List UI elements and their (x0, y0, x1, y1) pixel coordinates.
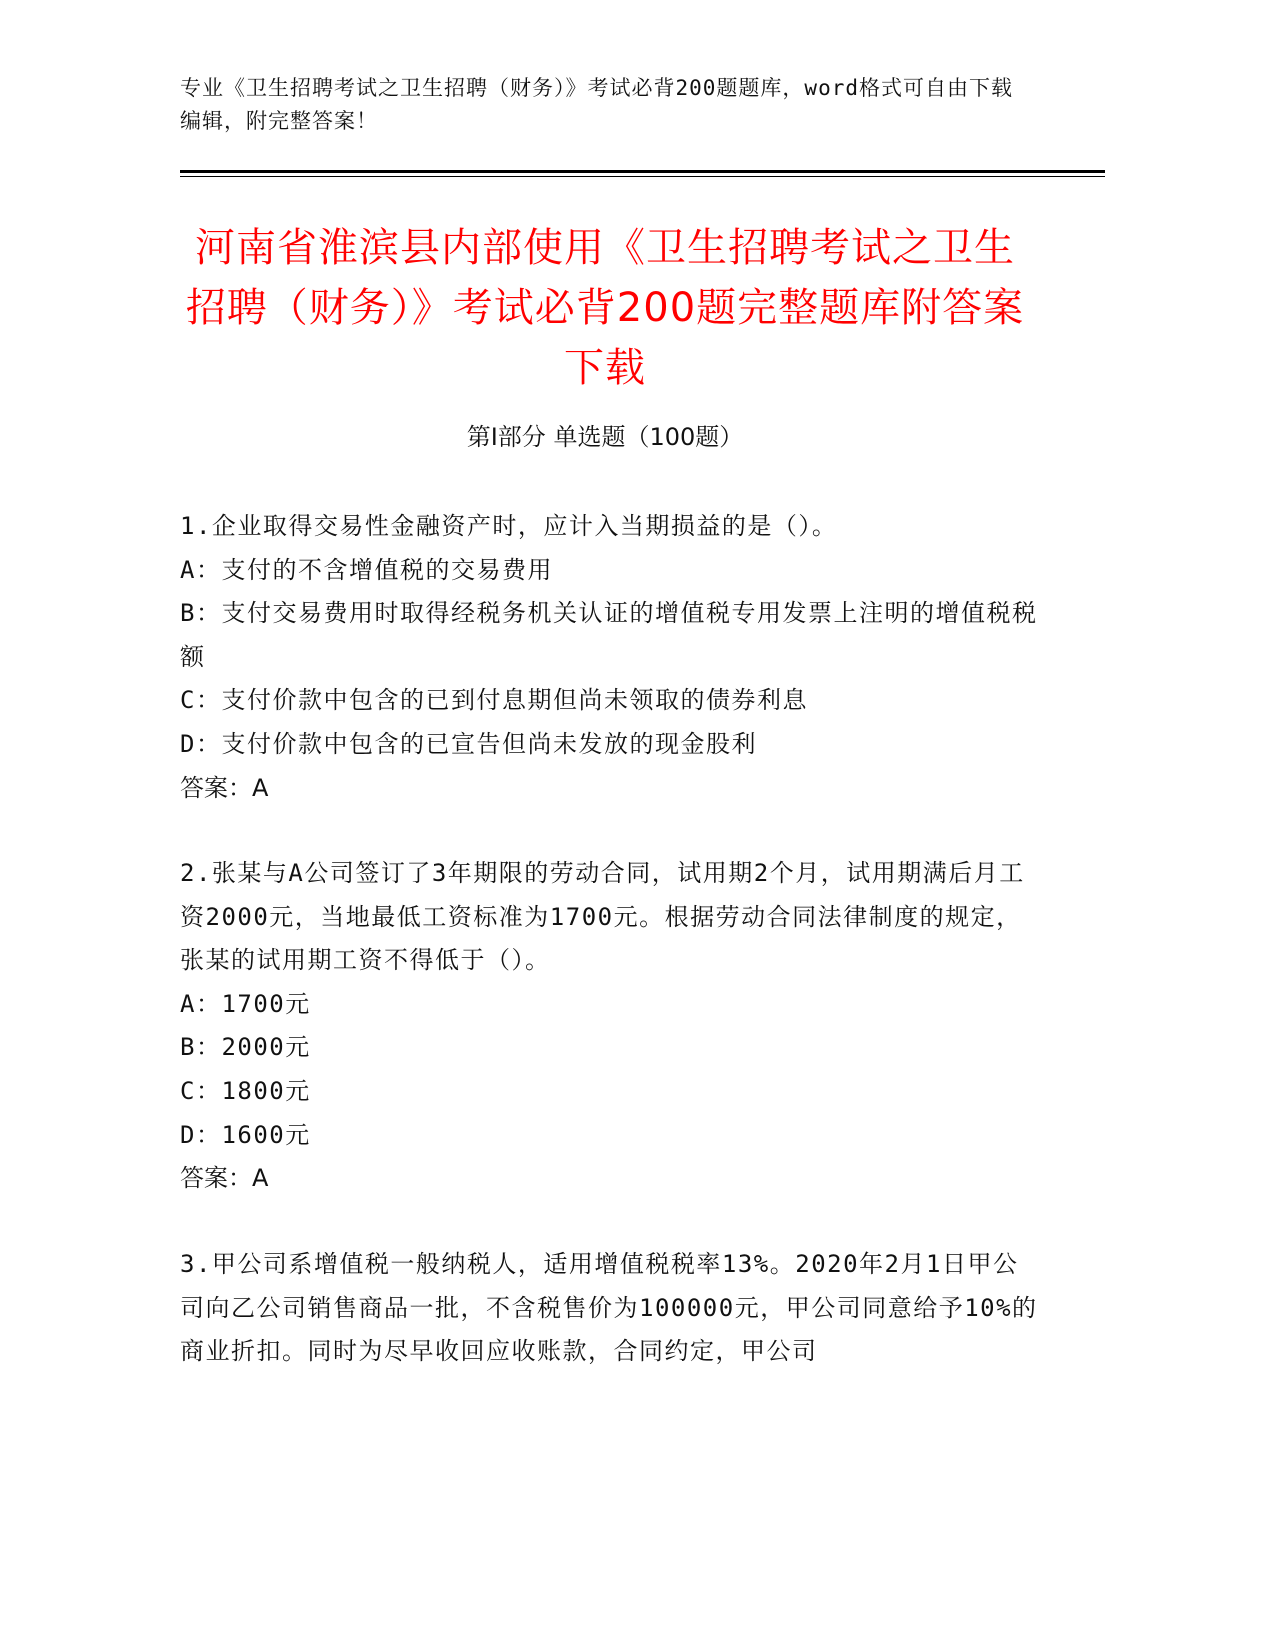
question-stem: 2.张某与A公司签订了3年期限的劳动合同，试用期2个月，试用期满后月工资2000元，当地最低工资标准为1700元。根据劳动合同法律制度的规定，张某的试用期工资不得低于（）。 (180, 859, 1025, 975)
option-b: B：支付交易费用时取得经税务机关认证的增值税专用发票上注明的增值税税额 (180, 599, 1038, 671)
question-stem: 1.企业取得交易性金融资产时，应计入当期损益的是（）。 (180, 512, 838, 540)
option-c: C：支付价款中包含的已到付息期但尚未领取的债券利息 (180, 686, 808, 715)
header-note: 专业《卫生招聘考试之卫生招聘（财务）》考试必背200题题库，word格式可自由下载编辑，附完整答案！ (180, 76, 1013, 133)
answer-line: 答案：A (180, 1164, 269, 1193)
header-divider-thin (180, 176, 1105, 177)
option-a: A：1700元 (180, 989, 311, 1018)
option-c: C：1800元 (180, 1076, 311, 1105)
question-item (180, 852, 1040, 1201)
question-item (180, 1243, 1040, 1374)
option-a: A：支付的不含增值税的交易费用 (180, 555, 553, 584)
option-d: D：1600元 (180, 1120, 311, 1149)
section-title: 第I部分 单选题（100题） (466, 423, 744, 451)
header-divider-thick (180, 170, 1105, 173)
question-item (180, 505, 1040, 810)
question-stem: 3.甲公司系增值税一般纳税人，适用增值税税率13%。2020年2月1日甲公司向乙公司销售商品一批，不含税售价为100000元，甲公司同意给予10%的商业折扣。同时为尽早收回应收账款，合同约定，甲公司 (180, 1250, 1038, 1366)
option-d: D：支付价款中包含的已宣告但尚未发放的现金股利 (180, 729, 757, 758)
option-b: B：2000元 (180, 1033, 311, 1062)
answer-line: 答案：A (180, 773, 269, 802)
document-title: 河南省淮滨县内部使用《卫生招聘考试之卫生招聘（财务）》考试必背200题完整题库附答案下载 (185, 225, 1025, 391)
